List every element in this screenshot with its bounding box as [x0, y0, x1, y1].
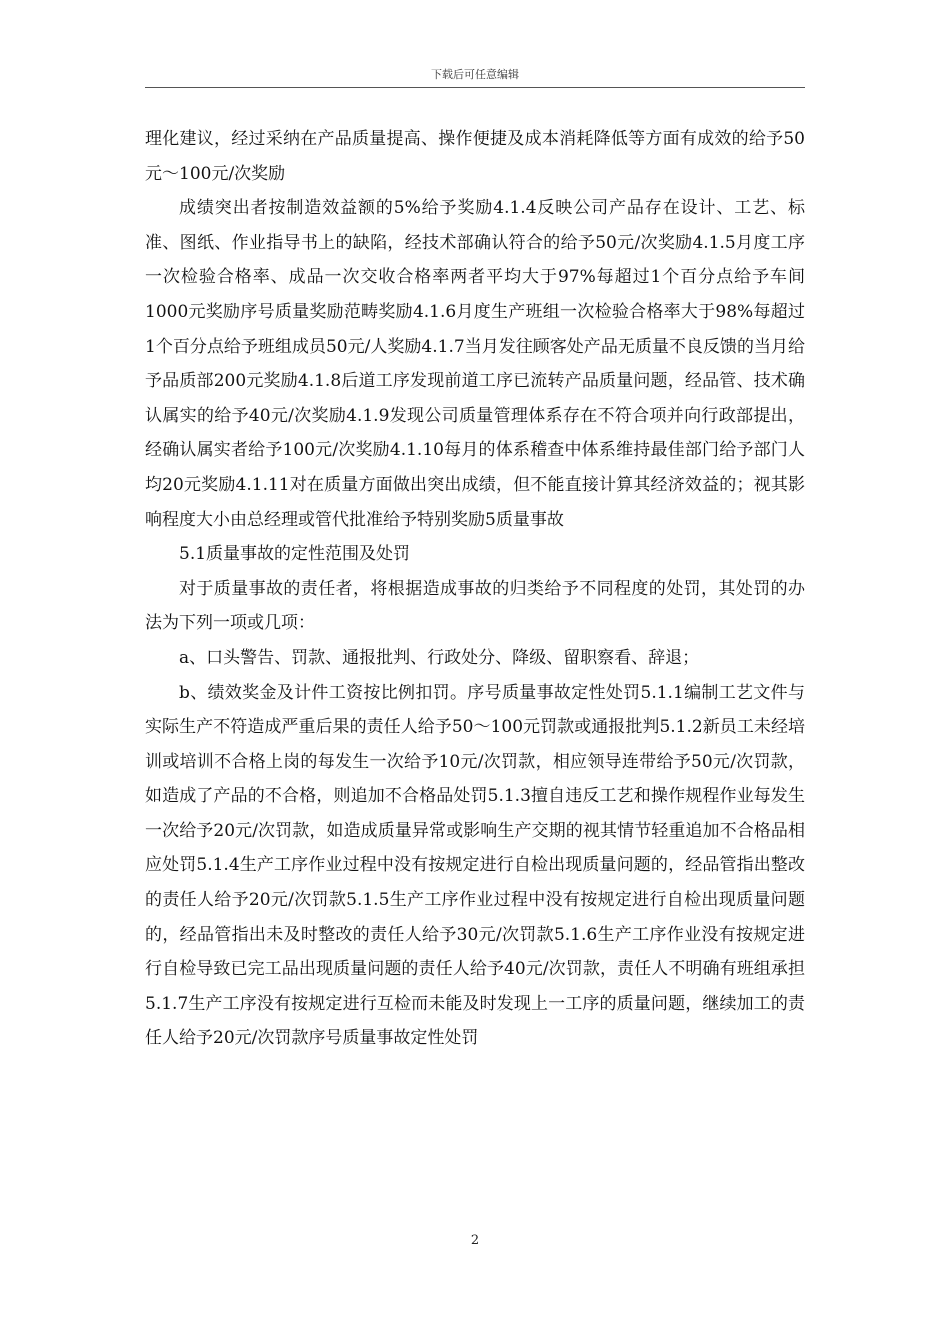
page-header: 下载后可任意编辑	[431, 68, 519, 81]
paragraph-4: 对于质量事故的责任者，将根据造成事故的归类给予不同程度的处罚，其处罚的办法为下列一项或几项：	[145, 578, 805, 634]
paragraph-1: 理化建议，经过采纳在产品质量提高、操作便捷及成本消耗降低等方面有成效的给予50元～100元/次奖励	[145, 129, 805, 184]
page-number: 2	[470, 1233, 480, 1248]
header-divider	[145, 87, 805, 88]
paragraph-2: 成绩突出者按制造效益额的5%给予奖励4.1.4反映公司产品存在设计、工艺、标准、图纸、作业指导书上的缺陷，经技术部确认符合的给予50元/次奖励4.1.5月度工序一次检验合格率、成品一次交收合格率两者平均大于97%每超过1个百分点给予车间1000元奖励序号质量奖励范畴奖励4.1.6月度生产班组一次检验合格率大于98%每超过1个百分点给予班组成员50元/人奖励4.1.7当月发往顾客处产品无质量不良反馈的当月给予品质部200元奖励4.1.8后道工序发现前道工序已流转产品质量问题，经品管、技术确认属实的给予40元/次奖励4.1.9发现公司质量管理体系存在不符合项并向行政部提出，经确认属实者给予100元/次奖励4.1.10每月的体系稽查中体系维持最佳部门给予部门人均20元奖励4.1.11对在质量方面做出突出成绩，但不能直接计算其经济效益的；视其影响程度大小由总经理或管代批准给予特别奖励5质量事故	[145, 198, 805, 530]
paragraph-5: a、口头警告、罚款、通报批判、行政处分、降级、留职察看、辞退；	[179, 647, 700, 668]
paragraph-6: b、绩效奖金及计件工资按比例扣罚。序号质量事故定性处罚5.1.1编制工艺文件与实际生产不符造成严重后果的责任人给予50～100元罚款或通报批判5.1.2新员工未经培训或培训不合格上岗的每发生一次给予10元/次罚款，相应领导连带给予50元/次罚款，如造成了产品的不合格，则追加不合格品处罚5.1.3擅自违反工艺和操作规程作业每发生一次给予20元/次罚款，如造成质量异常或影响生产交期的视其情节轻重追加不合格品相应处罚5.1.4生产工序作业过程中没有按规定进行自检出现质量问题的，经品管指出整改的责任人给予20元/次罚款5.1.5生产工序作业过程中没有按规定进行自检出现质量问题的，经品管指出未及时整改的责任人给予30元/次罚款5.1.6生产工序作业没有按规定进行自检导致已完工品出现质量问题的责任人给予40元/次罚款，责任人不明确有班组承担5.1.7生产工序没有按规定进行互检而未能及时发现上一工序的质量问题，继续加工的责任人给予20元/次罚款序号质量事故定性处罚	[145, 682, 805, 1049]
paragraph-3: 5.1质量事故的定性范围及处罚	[179, 544, 411, 565]
document-body	[145, 122, 805, 1056]
